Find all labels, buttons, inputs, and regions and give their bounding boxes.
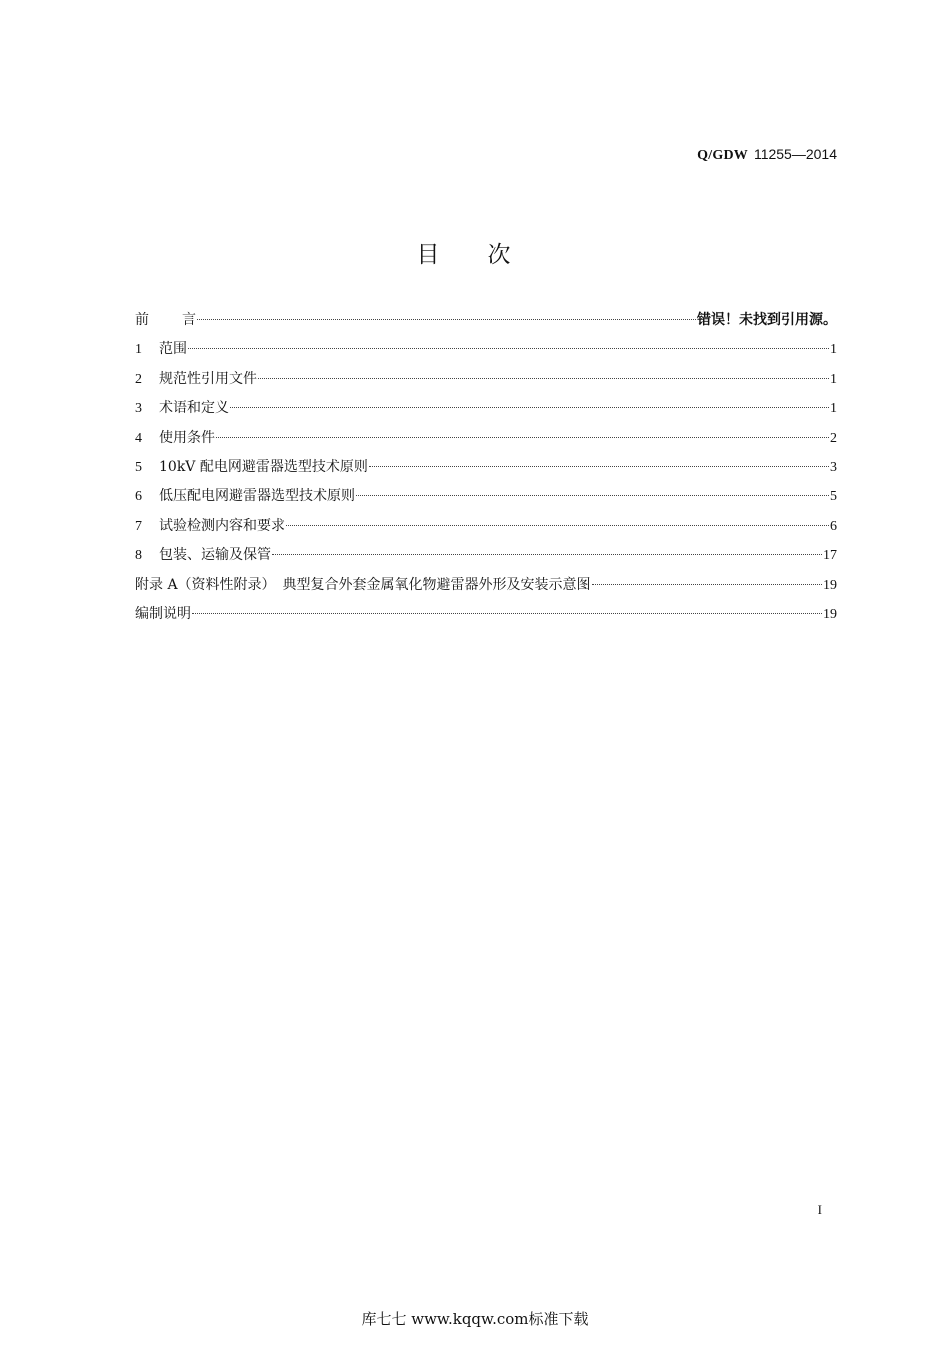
toc-entry-page: 19	[823, 577, 837, 593]
toc-entry-page: 1	[830, 401, 837, 417]
page-number: I	[817, 1202, 822, 1217]
toc-entry-page: 2	[830, 430, 837, 446]
footer-watermark-text: 库七七 www.kqqw.com标准下载	[361, 1310, 589, 1328]
document-code-number: 11255—2014	[753, 146, 837, 162]
toc-entry-page: 5	[830, 489, 837, 505]
toc-entry-page: 6	[830, 518, 837, 534]
toc-entry-number: 8	[135, 548, 142, 564]
toc-entry-number: 2	[135, 371, 142, 387]
toc-entry-label: 包装、运输及保管	[159, 547, 271, 564]
toc-entry-label: 前言	[135, 312, 196, 328]
toc-entry-label: 范围	[159, 341, 187, 358]
toc-entry-packaging-transport-storage[interactable]	[135, 541, 837, 570]
toc-entry-label: 试验检测内容和要求	[159, 517, 285, 534]
toc-entry-label: 术语和定义	[159, 400, 229, 417]
toc-dot-leader	[188, 348, 829, 349]
toc-dot-leader	[272, 554, 822, 555]
toc-entry-label: 低压配电网避雷器选型技术原则	[159, 488, 355, 505]
toc-entry-number: 1	[135, 342, 142, 358]
toc-entry-number: 3	[135, 401, 142, 417]
toc-entry-number: 6	[135, 489, 142, 505]
toc-dot-leader	[369, 466, 829, 467]
toc-entry-page: 1	[830, 342, 837, 358]
toc-entry-10kv-selection[interactable]	[135, 453, 837, 482]
toc-dot-leader	[356, 495, 829, 496]
toc-entry-terms-definitions[interactable]	[135, 394, 837, 423]
toc-entry-page: 1	[830, 371, 837, 387]
toc-entry-normative-references[interactable]	[135, 365, 837, 394]
toc-dot-leader	[216, 437, 829, 438]
toc-entry-number: 4	[135, 430, 142, 446]
toc-entry-scope[interactable]	[135, 335, 837, 364]
toc-entry-service-conditions[interactable]	[135, 424, 837, 453]
toc-dot-leader	[230, 407, 829, 408]
page-title: 目次	[416, 242, 559, 268]
toc-dot-leader	[258, 378, 829, 379]
toc-entry-label: 附录 A（资料性附录） 典型复合外套金属氧化物避雷器外形及安装示意图	[135, 576, 591, 593]
toc-dot-leader	[197, 319, 696, 320]
toc-entry-number: 7	[135, 518, 142, 534]
toc-entry-label: 规范性引用文件	[159, 370, 257, 387]
toc-entry-label: 编制说明	[135, 605, 191, 622]
toc-dot-leader	[592, 584, 822, 585]
toc-entry-page: 3	[830, 459, 837, 475]
toc-entry-low-voltage-selection[interactable]	[135, 482, 837, 511]
document-code	[697, 146, 837, 164]
toc-entry-page-error: 错误！未找到引用源。	[697, 312, 837, 328]
toc-dot-leader	[192, 613, 822, 614]
toc-entry-compilation-notes[interactable]	[135, 600, 837, 629]
table-of-contents	[135, 306, 837, 629]
toc-entry-foreword[interactable]	[135, 306, 837, 335]
toc-entry-label: 使用条件	[159, 429, 215, 446]
toc-entry-label: 10kV 配电网避雷器选型技术原则	[159, 458, 368, 475]
toc-entry-number: 5	[135, 459, 142, 475]
toc-dot-leader	[286, 525, 829, 526]
toc-entry-page: 19	[823, 606, 837, 622]
toc-entry-page: 17	[823, 548, 837, 564]
toc-entry-testing-requirements[interactable]	[135, 512, 837, 541]
document-code-prefix: Q/GDW	[697, 148, 748, 163]
toc-entry-appendix-a[interactable]	[135, 571, 837, 600]
